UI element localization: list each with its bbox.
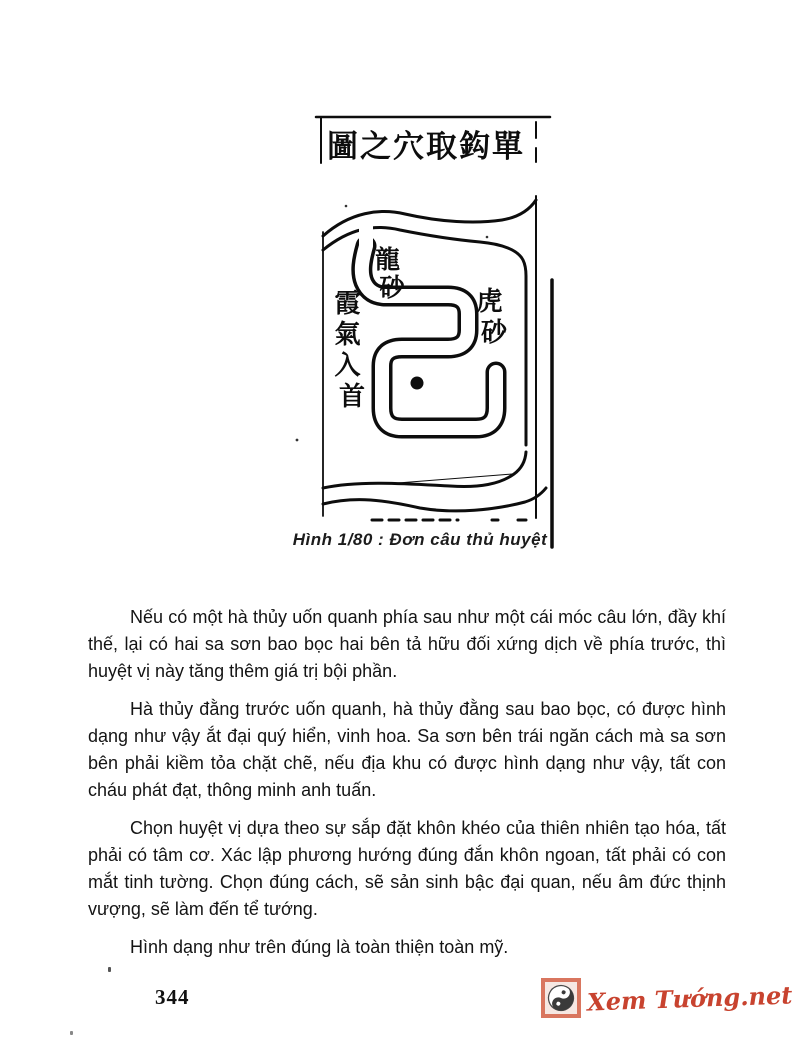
huyet-dot (411, 377, 424, 390)
yin-yang-icon (546, 983, 576, 1013)
scan-speck (108, 967, 111, 972)
dragon-sand-label: 龍 砂 (375, 245, 405, 302)
paragraph-3: Chọn huyệt vị dựa theo sự sắp đặt khôn khéo của thiên nhiên tạo hóa, tất phải có tâm cơ. Xác lập phương hướng đúng đắn khôn ngoan, tất phải có con mắt tinh tường. Chọn đúng cách, sẽ sản sinh bậc đại quan, nếu âm đức thịnh vượng, sẽ làm đến tể tướng. (88, 818, 726, 919)
figure-caption: Hình 1/80 : Đơn câu thủ huyệt (292, 530, 548, 549)
yin-yang-logo (541, 978, 581, 1018)
qi-enters-label: 霞 氣 入 首 (334, 289, 366, 412)
paragraph-2: Hà thủy đằng trước uốn quanh, hà thủy đằng sau bao bọc, có được hình dạng như vậy ắt đại quý hiển, vinh hoa. Sa sơn bên trái ngăn cách mà sa sơn bên phải kiềm tỏa chặt chẽ, nếu địa khu có được hình dạng như vậy, tất con cháu phát đạt, thông minh anh tuấn. (88, 699, 726, 800)
paragraph-4: Hình dạng như trên đúng là toàn thiện toàn mỹ. (130, 937, 509, 957)
paragraph-1: Nếu có một hà thủy uốn quanh phía sau như một cái móc câu lớn, đầy khí thế, lại có hai sa sơn bao bọc hai bên tả hữu đối xứng dịch về phía trước, thì huyệt vị này tăng thêm giá trị bội phần. (88, 607, 726, 681)
ink-speck (486, 236, 489, 239)
body-text-block (88, 604, 726, 972)
diagram-title-cjk: 圖之穴取鈎單 (327, 129, 525, 165)
ink-speck (345, 205, 348, 208)
bottom-river-upper-bank (323, 452, 526, 488)
scan-speck (70, 1031, 73, 1035)
page-number: 344 (155, 985, 190, 1009)
fengshui-diagram (280, 110, 580, 550)
watermark-text: Xem Tướng.net (586, 979, 793, 1017)
site-watermark (541, 978, 792, 1018)
bottom-river-lower-bank (323, 488, 546, 511)
ink-speck (296, 439, 299, 442)
tiger-sand-label: 虎 砂 (476, 287, 508, 348)
